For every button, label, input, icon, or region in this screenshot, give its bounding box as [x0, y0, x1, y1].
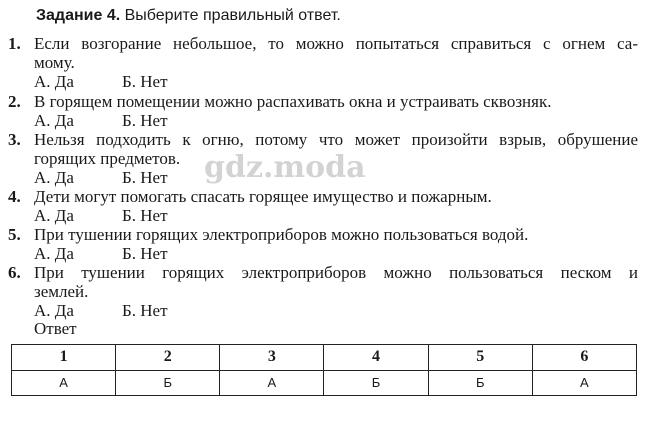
- question-line: При тушении горящих электроприборов можно пользоваться песком и: [34, 263, 638, 282]
- question-text: [34, 187, 638, 206]
- question-text: [34, 34, 638, 72]
- question-number: 6.: [8, 263, 21, 282]
- answer-table-answer-cell[interactable]: А: [532, 370, 636, 396]
- question-number: 4.: [8, 187, 21, 206]
- option-a[interactable]: А. Да: [34, 301, 74, 320]
- option-b[interactable]: Б. Нет: [122, 206, 168, 225]
- option-b[interactable]: Б. Нет: [122, 72, 168, 91]
- question-number: 5.: [8, 225, 21, 244]
- question-line: При тушении горящих электроприборов можно пользоваться водой.: [34, 225, 529, 244]
- answer-table-header-cell: 3: [220, 345, 324, 371]
- answer-table-header-cell: 2: [116, 345, 220, 371]
- question-text: [34, 225, 638, 244]
- answer-table-answer-cell[interactable]: А: [12, 370, 116, 396]
- watermark: gdz.moda: [204, 150, 366, 185]
- question-line: мому.: [34, 53, 75, 72]
- option-a[interactable]: А. Да: [34, 244, 74, 263]
- answer-options: [34, 301, 168, 320]
- answer-table-answer-row: [12, 370, 637, 396]
- option-a[interactable]: А. Да: [34, 206, 74, 225]
- question-number: 2.: [8, 92, 21, 111]
- answer-table-header-cell: 4: [324, 345, 428, 371]
- option-a[interactable]: А. Да: [34, 168, 74, 187]
- answer-table-answer-cell[interactable]: Б: [116, 370, 220, 396]
- option-b[interactable]: Б. Нет: [122, 111, 168, 130]
- question-line: Если возгорание небольшое, то можно попытаться справиться с огнем са-: [34, 34, 638, 53]
- task-label: Задание 4.: [36, 7, 121, 24]
- answer-options: [34, 206, 168, 225]
- answer-table-answer-cell[interactable]: Б: [324, 370, 428, 396]
- option-b[interactable]: Б. Нет: [122, 244, 168, 263]
- answer-options: [34, 111, 168, 130]
- task-instruction: Выберите правильный ответ.: [124, 7, 341, 24]
- option-a[interactable]: А. Да: [34, 111, 74, 130]
- question-line: Дети могут помогать спасать горящее имущество и пожарным.: [34, 187, 492, 206]
- question-line: горящих предметов.: [34, 149, 181, 168]
- question-line: В горящем помещении можно распахивать окна и устраивать сквозняк.: [34, 92, 552, 111]
- answer-table-answer-cell[interactable]: Б: [428, 370, 532, 396]
- answer-options: [34, 168, 168, 187]
- question-text: [34, 263, 638, 301]
- answer-options: [34, 72, 168, 91]
- question-number: 1.: [8, 34, 21, 53]
- question-number: 3.: [8, 130, 21, 149]
- answer-table-answer-cell[interactable]: А: [220, 370, 324, 396]
- answer-table-header-cell: 1: [12, 345, 116, 371]
- answer-table-header-cell: 6: [532, 345, 636, 371]
- answer-label: Ответ: [34, 319, 77, 338]
- option-b[interactable]: Б. Нет: [122, 168, 168, 187]
- answer-options: [34, 244, 168, 263]
- answer-table: [11, 344, 637, 396]
- option-a[interactable]: А. Да: [34, 72, 74, 91]
- question-line: Нельзя подходить к огню, потому что может произойти взрыв, обрушение: [34, 130, 638, 149]
- answer-table-header-row: [12, 345, 637, 371]
- option-b[interactable]: Б. Нет: [122, 301, 168, 320]
- question-line: землей.: [34, 282, 89, 301]
- task-heading: [36, 6, 341, 26]
- answer-table-header-cell: 5: [428, 345, 532, 371]
- question-text: [34, 92, 638, 111]
